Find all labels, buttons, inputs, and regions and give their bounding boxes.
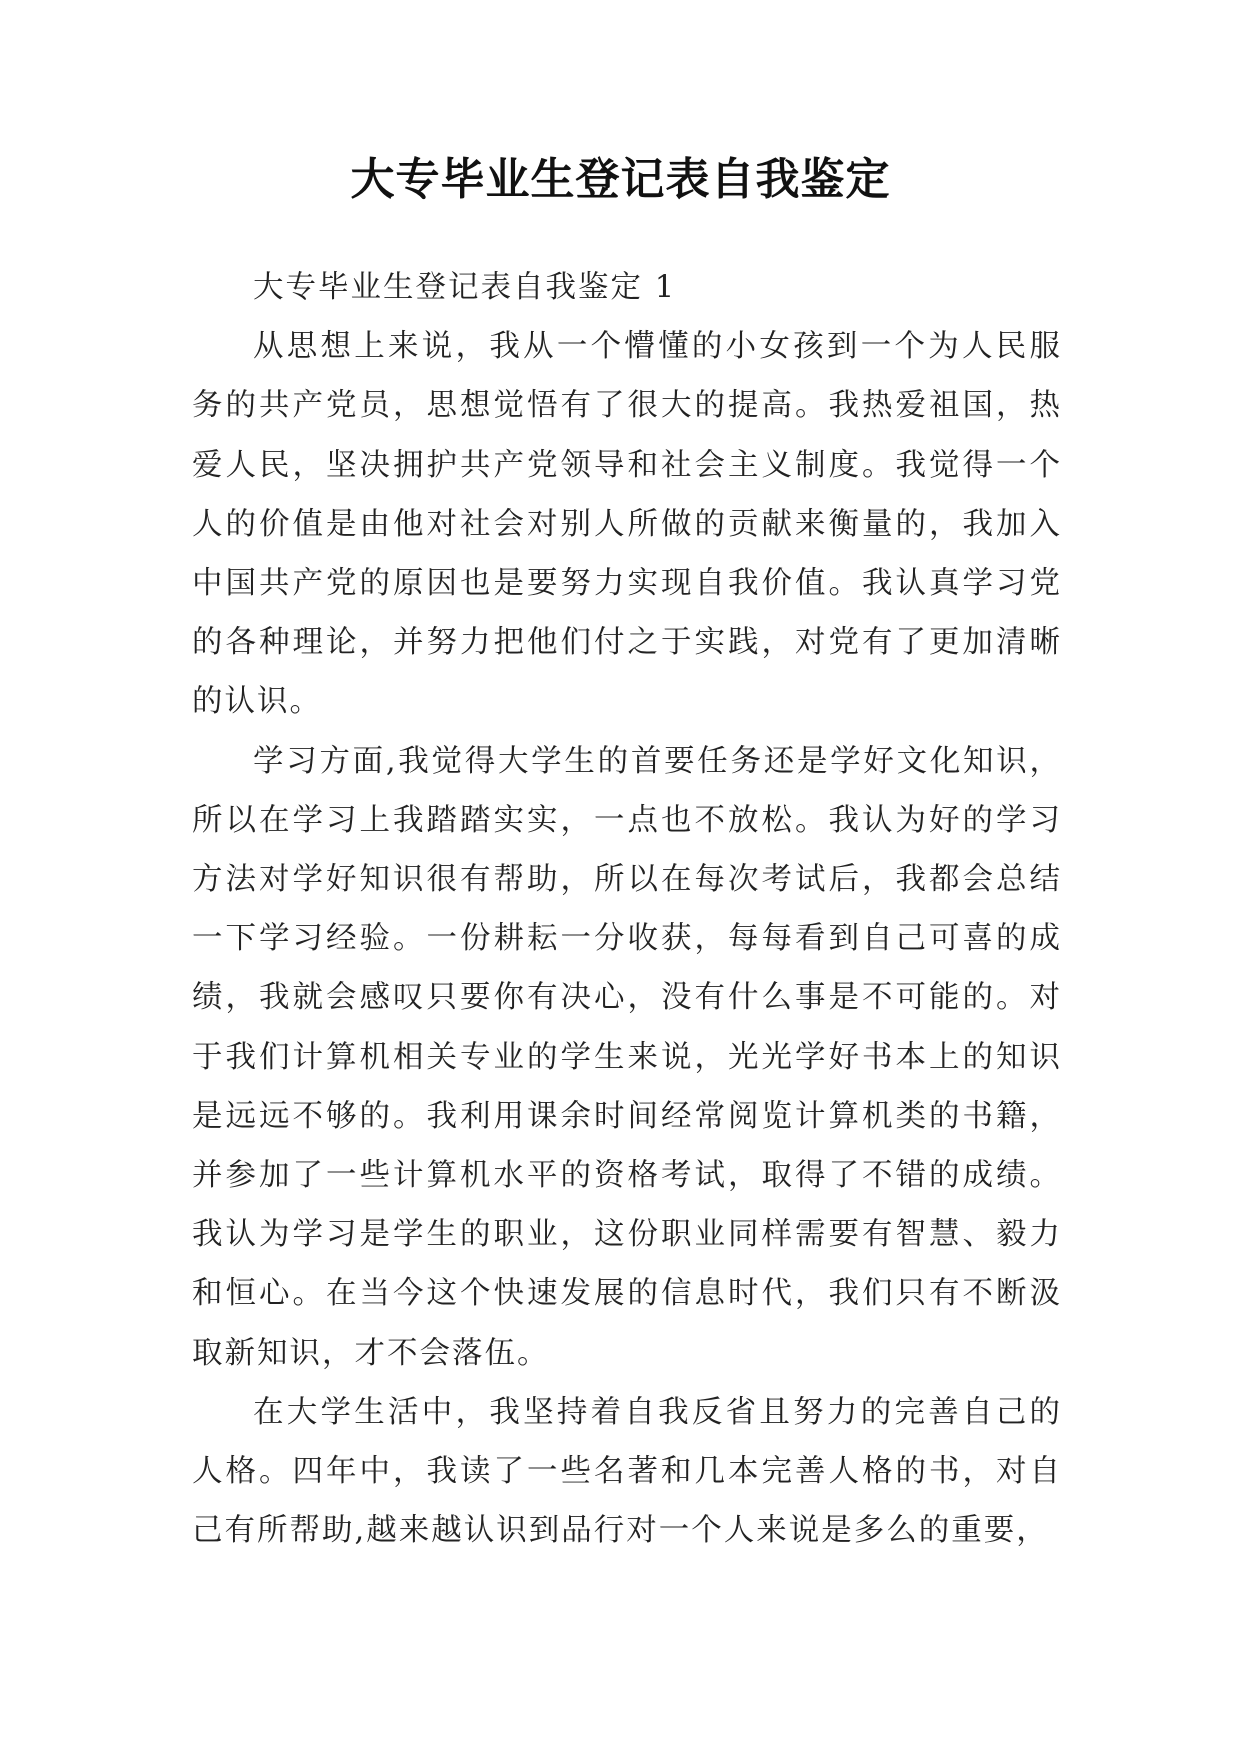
paragraph-life: 在大学生活中，我坚持着自我反省且努力的完善自己的人格。四年中，我读了一些名著和几本完善人格的书，对自己有所帮助,越来越认识到品行对一个人来说是多么的重要， <box>192 1394 1062 1549</box>
paragraph-study: 学习方面,我觉得大学生的首要任务还是学好文化知识，所以在学习上我踏踏实实，一点也不放松。我认为好的学习方法对学好知识很有帮助，所以在每次考试后，我都会总结一下学习经验。一份耕耘一分收获，每每看到自己可喜的成绩，我就会感叹只要你有决心，没有什么事是不可能的。对于我们计算机相关专业的学生来说，光光学好书本上的知识是远远不够的。我利用课余时间经常阅览计算机类的书籍，并参加了一些计算机水平的资格考试，取得了不错的成绩。我认为学习是学生的职业，这份职业同样需要有智慧、毅力和恒心。在当今这个快速发展的信息时代，我们只有不断汲取新知识，才不会落伍。 <box>192 743 1062 1371</box>
document-body <box>192 258 1062 1560</box>
document-title: 大专毕业生登记表自我鉴定 <box>350 154 891 205</box>
paragraph-thought: 从思想上来说，我从一个懵懂的小女孩到一个为人民服务的共产党员，思想觉悟有了很大的提高。我热爱祖国，热爱人民，坚决拥护共产党领导和社会主义制度。我觉得一个人的价值是由他对社会对别人所做的贡献来衡量的，我加入中国共产党的原因也是要努力实现自我价值。我认真学习党的各种理论，并努力把他们付之于实践，对党有了更加清晰的认识。 <box>192 329 1062 720</box>
section-heading: 大专毕业生登记表自我鉴定 1 <box>253 270 677 305</box>
